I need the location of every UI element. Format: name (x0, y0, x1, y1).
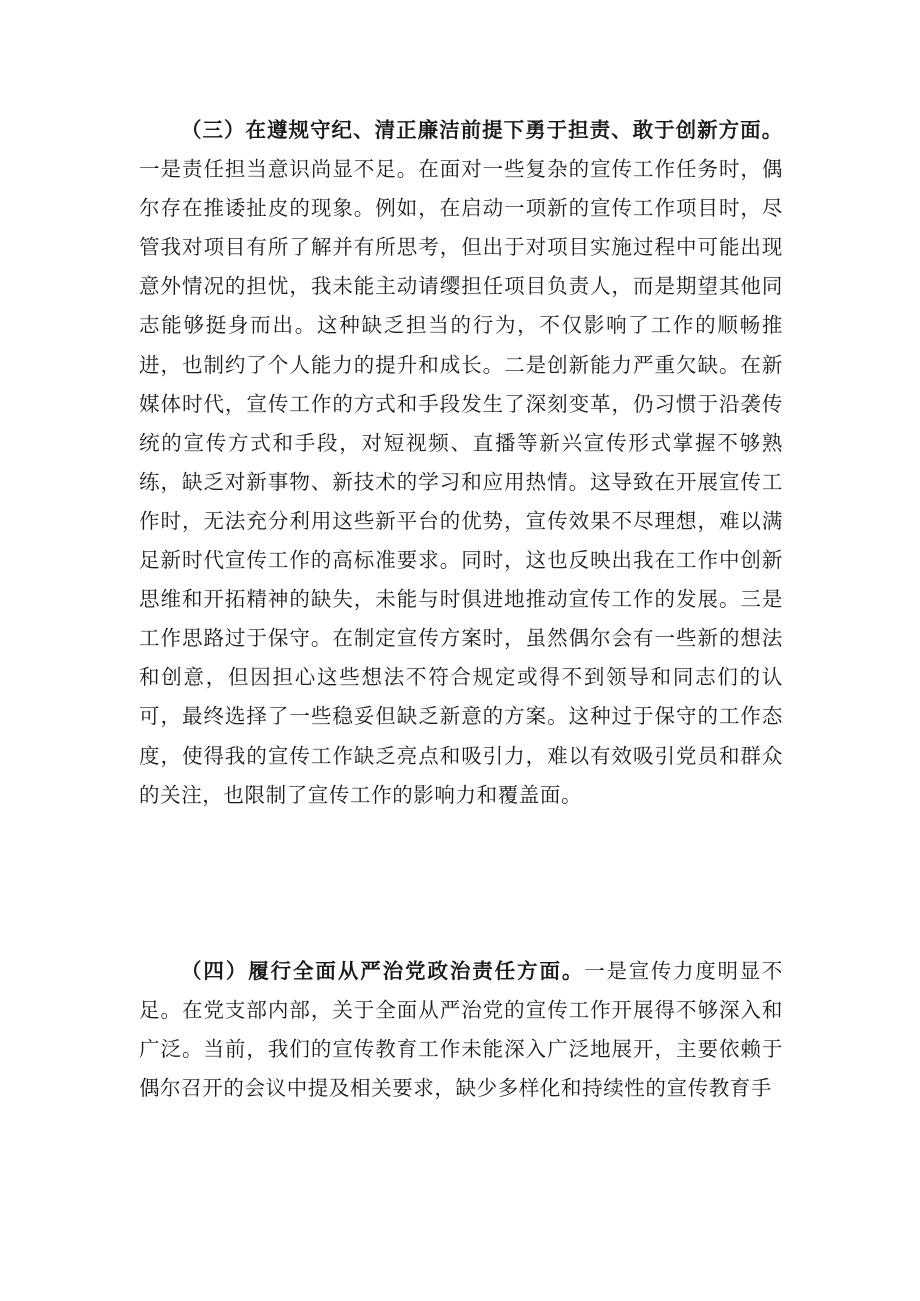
section-four-body: 一是宣传力度明显不足。在党支部内部，关于全面从严治党的宣传工作开展得不够深入和广泛。当前，我们的宣传教育工作未能深入广泛地展开，主要依赖于偶尔召开的会议中提及相关要求，缺少多样化和持续性的宣传教育手 (139, 959, 783, 1101)
section-three-heading: （三）在遵规守纪、清正廉洁前提下勇于担责、敢于创新方面。 (181, 118, 783, 142)
section-three-body: 一是责任担当意识尚显不足。在面对一些复杂的宣传工作任务时，偶尔存在推诿扯皮的现象。例如，在启动一项新的宣传工作项目时，尽管我对项目有所了解并有所思考，但出于对项目实施过程中可能出现意外情况的担忧，我未能主动请缨担任项目负责人，而是期望其他同志能够挺身而出。这种缺乏担当的行为，不仅影响了工作的顺畅推进，也制约了个人能力的提升和成长。二是创新能力严重欠缺。在新媒体时代，宣传工作的方式和手段发生了深刻变革，仍习惯于沿袭传统的宣传方式和手段，对短视频、直播等新兴宣传形式掌握不够熟练，缺乏对新事物、新技术的学习和应用热情。这导致在开展宣传工作时，无法充分利用这些新平台的优势，宣传效果不尽理想，难以满足新时代宣传工作的高标准要求。同时，这也反映出我在工作中创新思维和开拓精神的缺失，未能与时俱进地推动宣传工作的发展。三是工作思路过于保守。在制定宣传方案时，虽然偶尔会有一些新的想法和创意，但因担心这些想法不符合规定或得不到领导和同志们的认可，最终选择了一些稳妥但缺乏新意的方案。这种过于保守的工作态度，使得我的宣传工作缺乏亮点和吸引力，难以有效吸引党员和群众的关注，也限制了宣传工作的影响力和覆盖面。 (139, 157, 783, 807)
paragraph-section-three (139, 111, 783, 815)
paragraph-section-four (139, 952, 783, 1108)
paragraph-three-text (139, 111, 783, 815)
section-four-heading: （四）履行全面从严治党政治责任方面。 (181, 959, 585, 983)
paragraph-four-text (139, 952, 783, 1108)
